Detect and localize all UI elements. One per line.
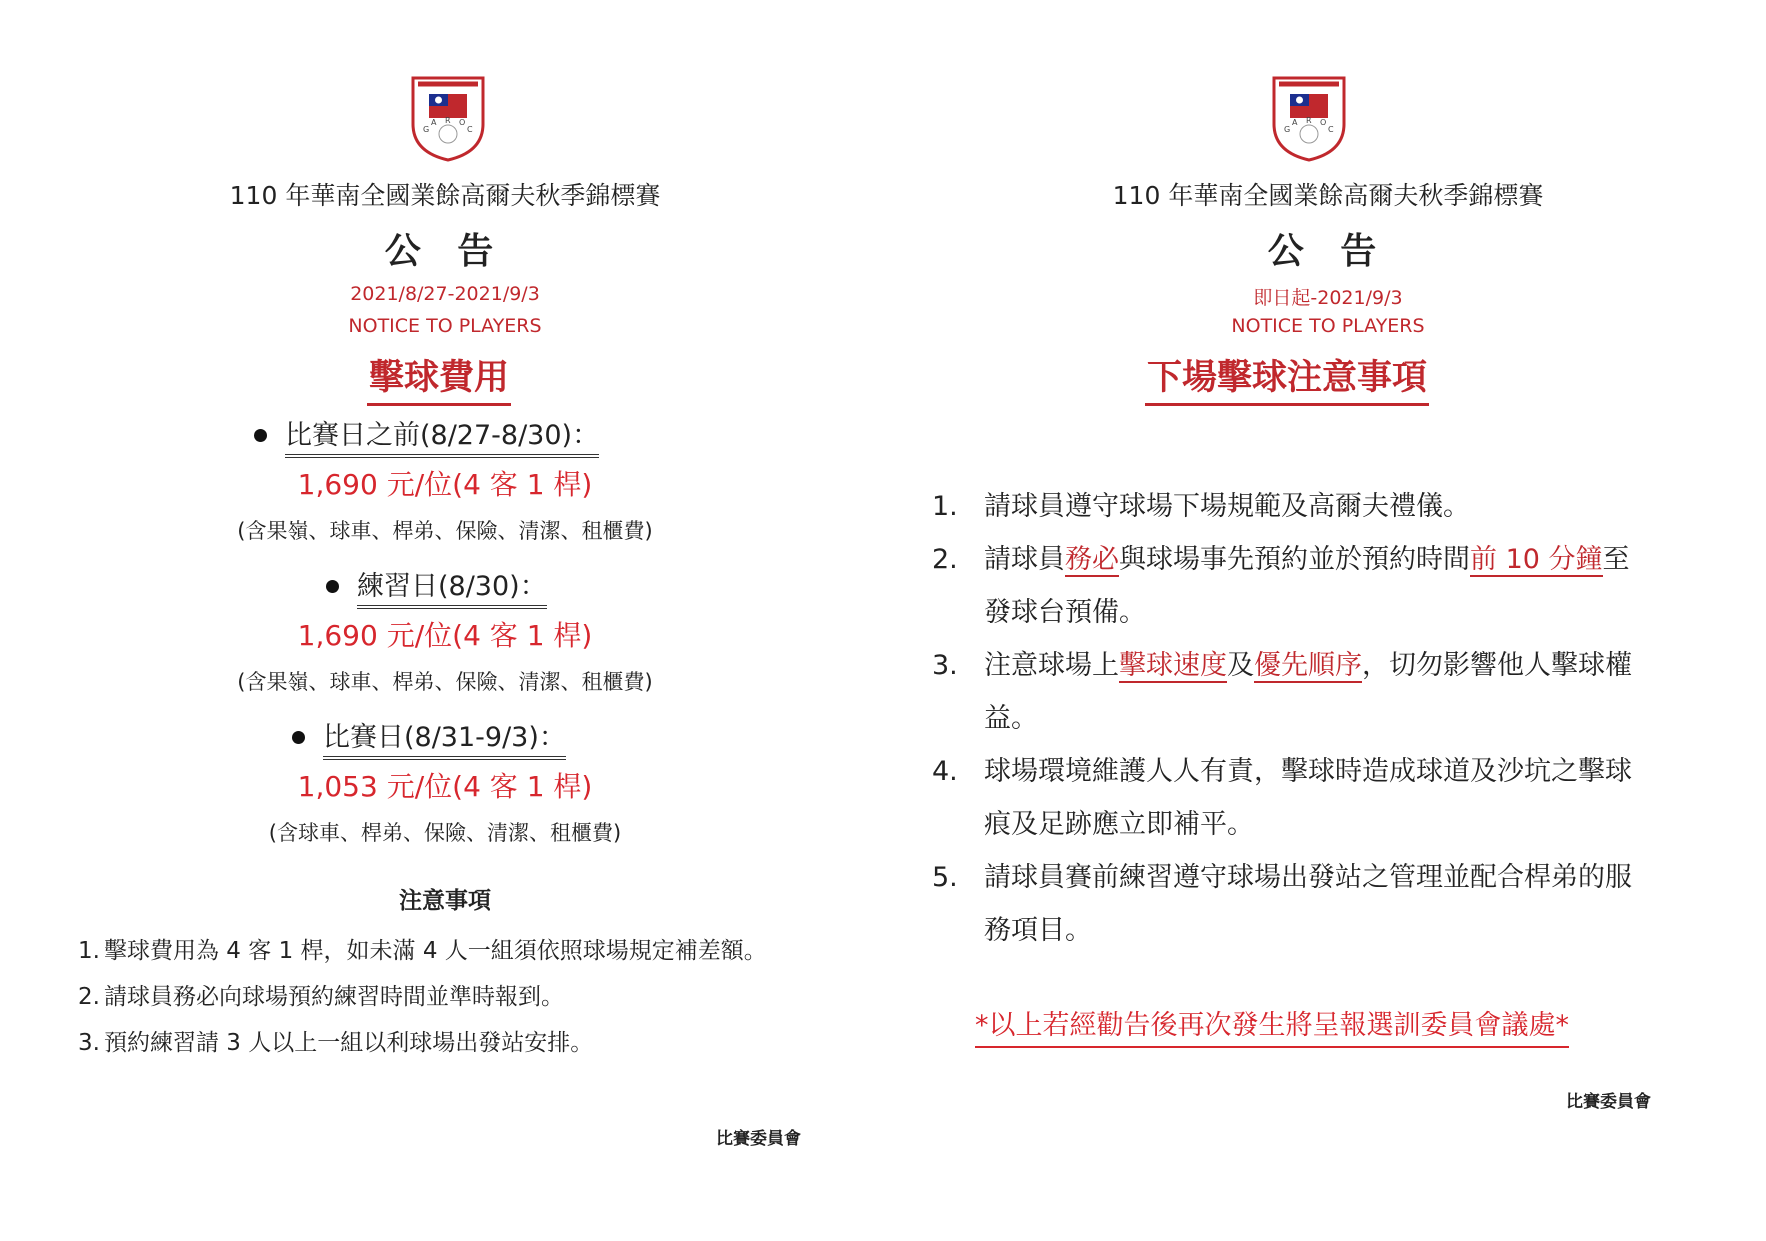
fee-heading [292, 715, 566, 760]
date-range: 2021/8/27-2021/9/3 [350, 283, 540, 305]
list-item [932, 480, 1652, 533]
date-range: 即日起-2021/9/3 [1253, 287, 1403, 309]
svg-text:R: R [445, 116, 451, 125]
list-item [932, 533, 1652, 639]
garoc-emblem [407, 72, 489, 164]
list-number: 4. [932, 756, 958, 787]
list-item [932, 639, 1652, 745]
list-text: 注意球場上 [984, 650, 1119, 681]
fee-heading-text: 比賽日之前(8/27-8/30)： [285, 413, 599, 458]
committee-signature: 比賽委員會 [716, 1129, 801, 1149]
list-text: 請球員務必向球場預約練習時間並準時報到。 [104, 984, 564, 1010]
list-number: 3. [78, 1030, 100, 1056]
list-item [78, 928, 818, 974]
list-item [932, 745, 1652, 851]
list-text: 球場環境維護人人有責，擊球時造成球道及沙坑之擊球痕及足跡應立即補平。 [984, 756, 1632, 840]
fee-includes: (含果嶺、球車、桿弟、保險、清潔、租櫃費) [237, 670, 653, 694]
subject-heading: 擊球費用 [367, 350, 511, 406]
svg-text:G: G [423, 125, 430, 134]
svg-text:C: C [1328, 125, 1334, 134]
fee-includes: (含果嶺、球車、桿弟、保險、清潔、租櫃費) [237, 519, 653, 543]
fee-price: 1,690 元/位(4 客 1 桿) [297, 468, 593, 501]
svg-text:C: C [467, 125, 473, 134]
svg-text:O: O [1320, 118, 1327, 127]
notice-heading: 公 告 [1267, 231, 1389, 272]
fee-heading-text: 練習日(8/30)： [357, 564, 547, 609]
bullet-icon [326, 580, 339, 593]
list-text: 及 [1227, 650, 1254, 681]
fee-includes: (含球車、桿弟、保險、清潔、租櫃費) [268, 821, 622, 845]
list-number: 1. [78, 938, 100, 964]
event-title: 110 年華南全國業餘高爾夫秋季錦標賽 [1112, 181, 1544, 210]
notice-to-players: NOTICE TO PLAYERS [1231, 315, 1425, 337]
list-item [78, 974, 818, 1020]
list-text: 擊球費用為 4 客 1 桿，如未滿 4 人一組須依照球場規定補差額。 [104, 938, 767, 964]
notes-title: 注意事項 [399, 888, 491, 914]
highlight-text: 擊球速度 [1119, 650, 1227, 681]
list-number: 2. [932, 544, 958, 575]
svg-text:G: G [1284, 125, 1291, 134]
list-text: 與球場事先預約並於預約時間 [1119, 544, 1470, 575]
list-text: 請球員賽前練習遵守球場出發站之管理並配合桿弟的服務項目。 [984, 862, 1632, 946]
list-text: 預約練習請 3 人以上一組以利球場出發站安排。 [104, 1030, 594, 1056]
list-text: 請球員 [984, 544, 1065, 575]
highlight-text: 優先順序 [1254, 650, 1362, 681]
fee-heading-text: 比賽日(8/31-9/3)： [323, 715, 566, 760]
list-item [78, 1020, 818, 1066]
list-number: 5. [932, 862, 958, 893]
list-text: 請球員遵守球場下場規範及高爾夫禮儀。 [984, 491, 1470, 522]
event-title: 110 年華南全國業餘高爾夫秋季錦標賽 [229, 181, 661, 210]
notes-list [78, 928, 818, 1066]
list-text: 至發球台預備。 [984, 544, 1630, 628]
garoc-emblem [1268, 72, 1350, 164]
committee-signature: 比賽委員會 [1566, 1092, 1651, 1112]
right-notice-panel [890, 0, 1766, 1241]
svg-text:R: R [1306, 116, 1312, 125]
highlight-text: 前 10 分鐘 [1470, 544, 1603, 575]
list-number: 3. [932, 650, 958, 681]
list-text: ，切勿影響他人擊球權益。 [984, 650, 1632, 734]
list-number: 1. [932, 491, 958, 522]
list-number: 2. [78, 984, 100, 1010]
svg-text:A: A [1292, 118, 1298, 127]
svg-text:O: O [459, 118, 466, 127]
fee-heading [326, 564, 547, 609]
bullet-icon [254, 429, 267, 442]
list-item [932, 851, 1652, 957]
svg-text:A: A [431, 118, 437, 127]
notice-heading: 公 告 [384, 231, 506, 272]
subject-heading: 下場擊球注意事項 [1145, 350, 1429, 406]
bullet-icon [292, 731, 305, 744]
warning-note: *以上若經勸告後再次發生將呈報選訓委員會議處* [975, 1003, 1569, 1048]
fee-price: 1,690 元/位(4 客 1 桿) [297, 619, 593, 652]
fee-heading [254, 413, 599, 458]
highlight-text: 務必 [1065, 544, 1119, 575]
rules-list [932, 480, 1652, 957]
fee-price: 1,053 元/位(4 客 1 桿) [297, 770, 593, 803]
notice-to-players: NOTICE TO PLAYERS [348, 315, 542, 337]
